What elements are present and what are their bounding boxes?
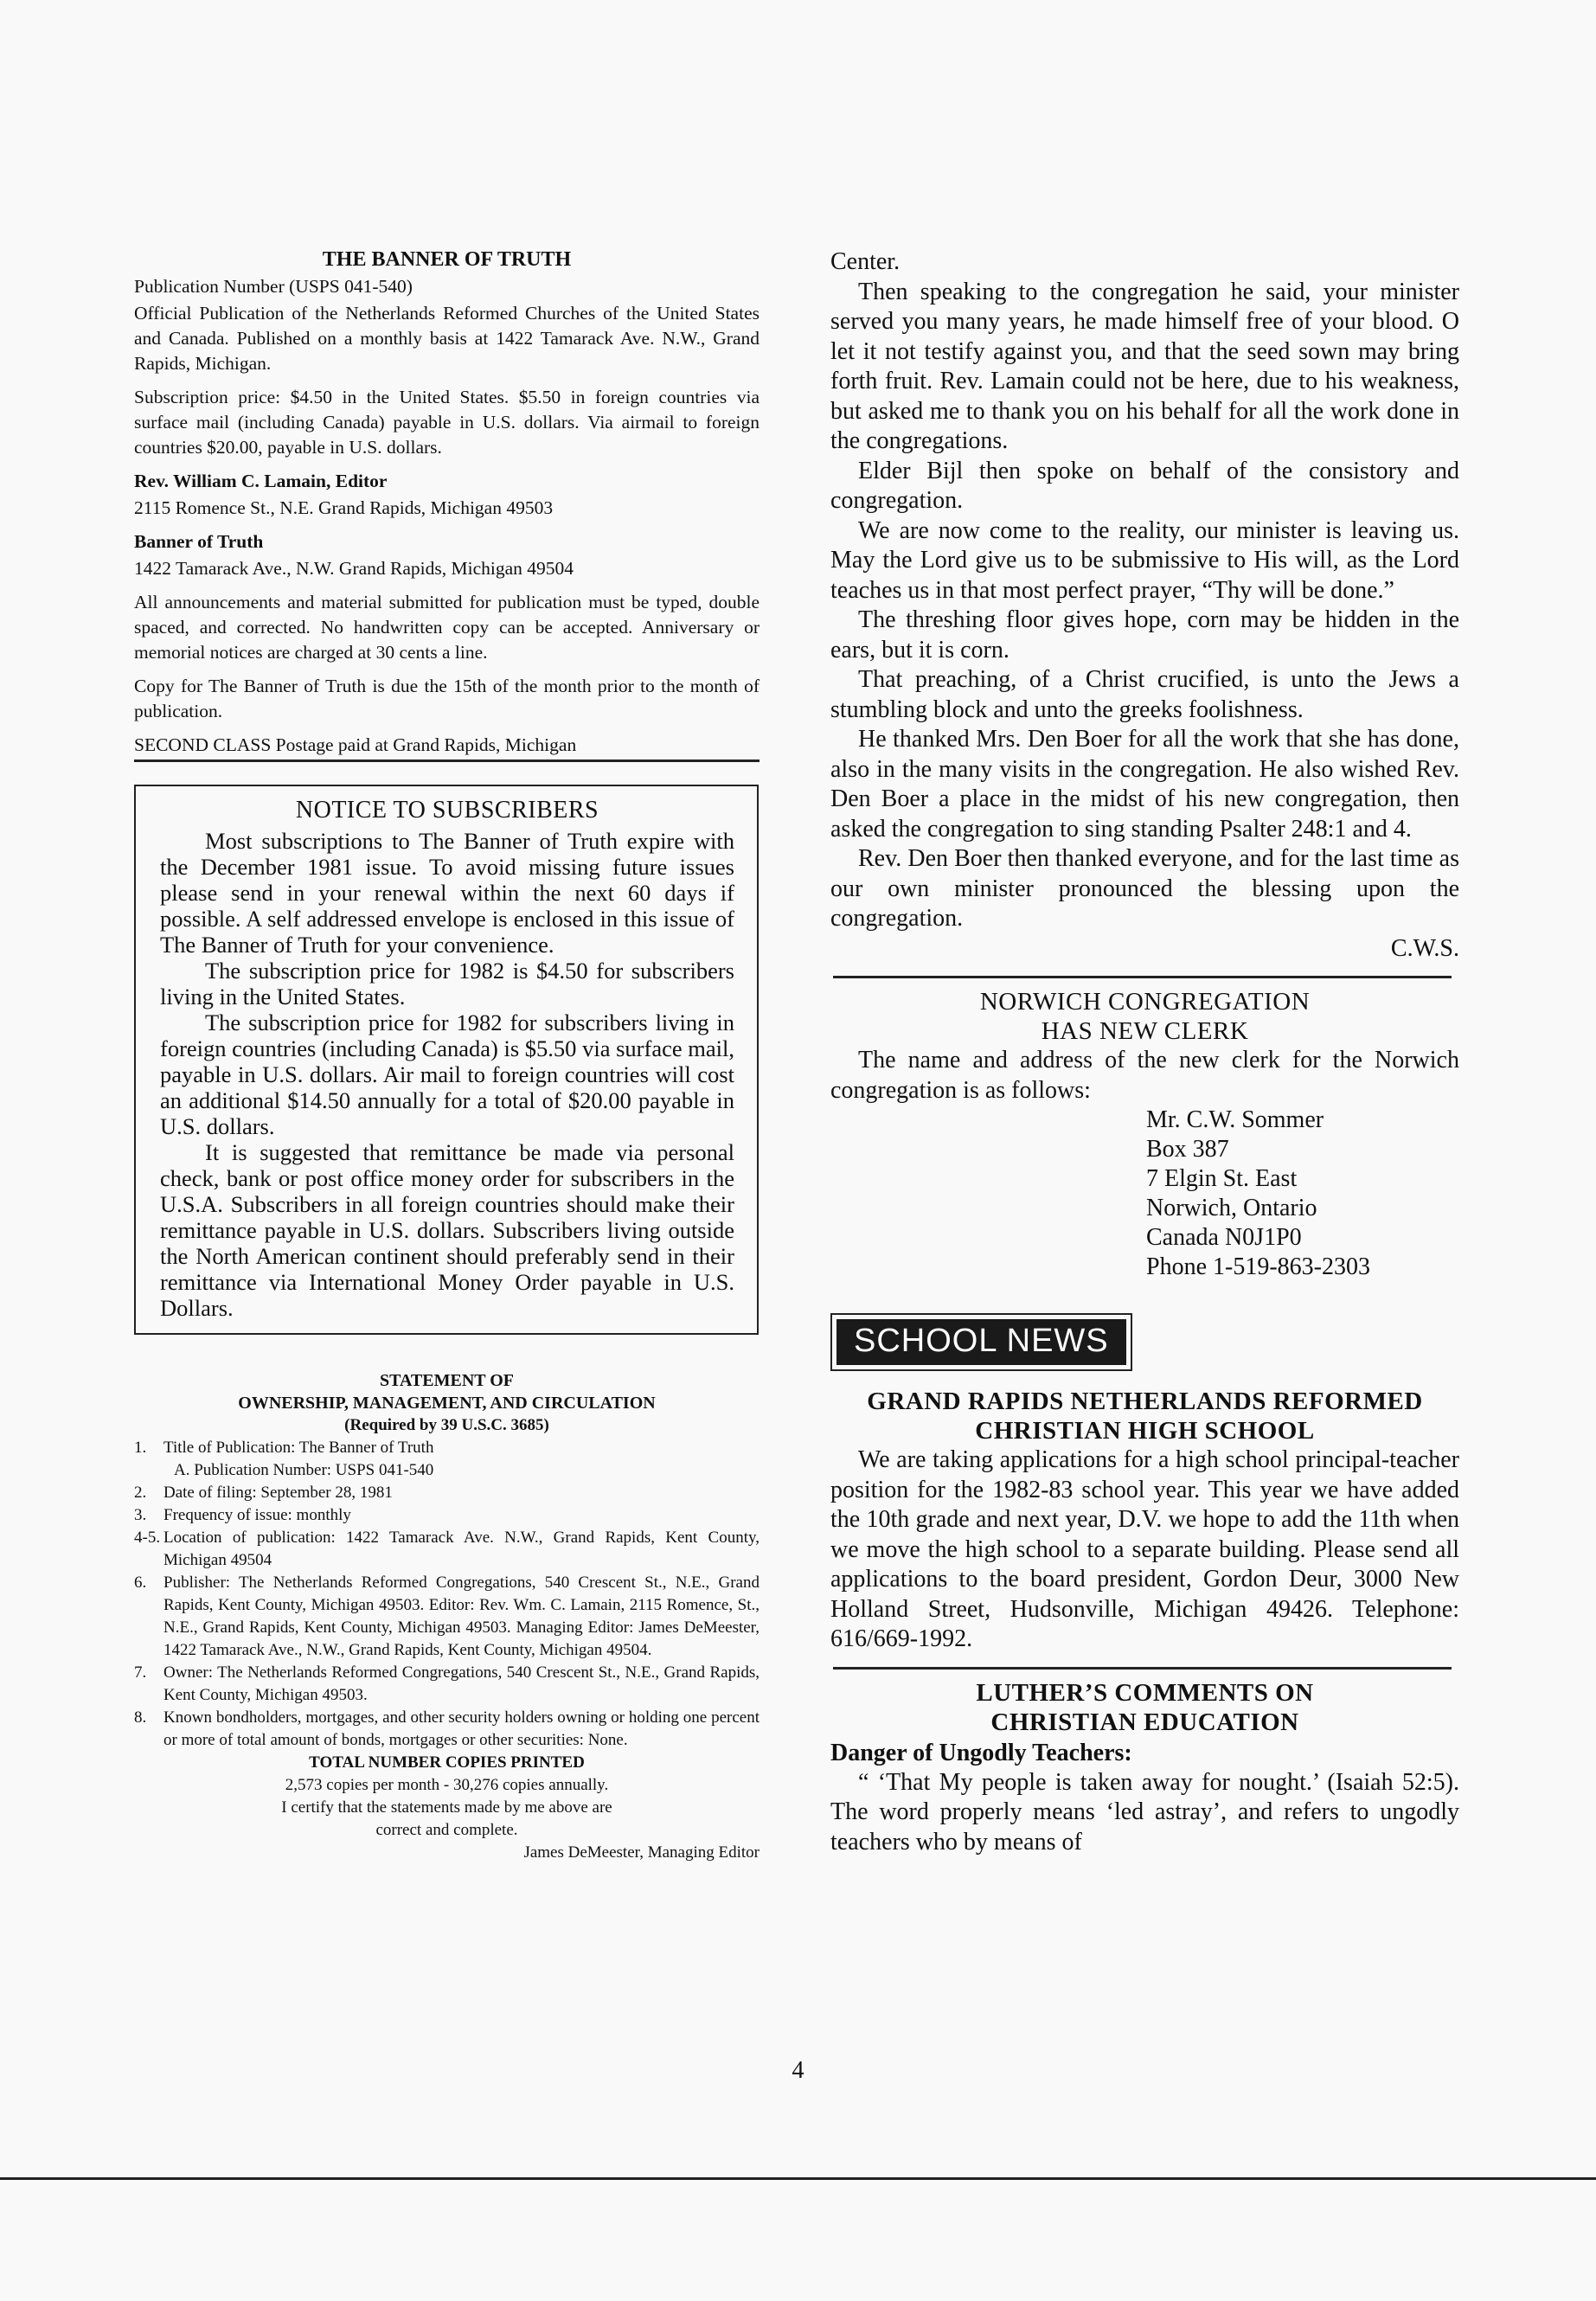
masthead-copy-due: Copy for The Banner of Truth is due the 15th of the month prior to the month of publication. [134,676,760,721]
ownership-statement [134,1369,760,1864]
statement-item-number: 7. [134,1663,147,1682]
masthead [134,247,760,758]
masthead-banner-address: 1422 Tamarack Ave., N.W. Grand Rapids, Michigan 49504 [134,558,574,579]
statement-item-number: 6. [134,1574,147,1592]
statement-total-title: TOTAL NUMBER COPIES PRINTED [309,1753,585,1772]
page-number: 4 [792,2057,804,2084]
statement-item-text: Known bondholders, mortgages, and other security holders owning or holding one percent or more of total amount of bonds, mortgages or other securities: None. [163,1708,760,1749]
statement-item-number: 1. [134,1439,147,1457]
article-paragraph: Then speaking to the congregation he said, your minister served you many years, he made himself free of your blood. O let it not testify against you, and that the seed sown may bring forth fruit. Rev. Lamain could not be here, due to his weakness, but asked me to thank you on his behalf for all the work done in the congregations. [830,278,1459,454]
luther-headline: CHRISTIAN EDUCATION [990,1708,1299,1736]
article-paragraph: Rev. Den Boer then thanked everyone, and for the last time as our own minister pronounced the blessing upon the congregation. [830,845,1459,932]
luther-article [830,1678,1459,1858]
statement-item [134,1437,760,1459]
address-line: Norwich, Ontario [1146,1195,1317,1221]
norwich-headline: HAS NEW CLERK [1041,1017,1249,1045]
statement-title: OWNERSHIP, MANAGEMENT, AND CIRCULATION [238,1394,656,1413]
statement-copies: 2,573 copies per month - 30,276 copies annually. [285,1776,609,1794]
statement-signer: James DeMeester, Managing Editor [523,1843,760,1862]
luther-headline: LUTHER’S COMMENTS ON [976,1678,1314,1707]
notice-paragraph: Most subscriptions to The Banner of Truth expire with the December 1981 issue. To avoid missing future issues please send in your renewal within the next 60 days if possible. A self addressed envelope is enclosed in this issue of The Banner of Truth for your convenience. [160,828,734,958]
statement-certify: I certify that the statements made by me above are [281,1798,612,1817]
statement-item [134,1707,760,1752]
grand-rapids-headline: GRAND RAPIDS NETHERLANDS REFORMED [867,1388,1423,1415]
statement-item-number: 2. [134,1484,147,1502]
norwich-article [830,987,1459,1282]
grand-rapids-headline: CHRISTIAN HIGH SCHOOL [975,1417,1315,1445]
statement-item [134,1459,760,1482]
article-paragraph: He thanked Mrs. Den Boer for all the work that she has done, also in the many visits in the congregation. He also wished Rev. Den Boer a place in the midst of his new congregation, then asked the congregation to sing standing Psalter 248:1 and 4. [830,726,1459,843]
statement-item-text: A. Publication Number: USPS 041-540 [174,1461,434,1479]
masthead-announcements: All announcements and material submitted for publication must be typed, double spaced, and corrected. No handwritten copy can be accepted. Anniversary or memorial notices are charged at 30 cents a line. [134,592,760,663]
statement-item-text: Title of Publication: The Banner of Truth [163,1439,434,1457]
norwich-headline: NORWICH CONGREGATION [979,988,1311,1016]
statement-item-number: 3. [134,1506,147,1524]
statement-title: STATEMENT OF [379,1371,515,1390]
address-line: Phone 1-519-863-2303 [1146,1253,1370,1280]
clerk-address [1146,1106,1459,1282]
norwich-intro: The name and address of the new clerk for the Norwich congregation is as follows: [830,1047,1459,1104]
statement-item [134,1504,760,1527]
article-signature: C.W.S. [1390,934,1459,962]
notice-title: NOTICE TO SUBSCRIBERS [295,797,599,824]
notice-box [134,785,759,1335]
statement-certify: correct and complete. [375,1821,518,1839]
masthead-pub-number: Publication Number (USPS 041-540) [134,276,413,297]
statement-subtitle: (Required by 39 U.S.C. 3685) [344,1416,549,1434]
address-line: 7 Elgin St. East [1146,1165,1298,1192]
section-divider [833,976,1452,978]
masthead-official: Official Publication of the Netherlands Reformed Churches of the United States and Canada. Published on a monthly basis at 1422 Tamarack Ave. N.W., Grand Rapids, Michigan. [134,303,760,374]
notice-paragraph: It is suggested that remittance be made via personal check, bank or post office money order for subscribers in the U.S.A. Subscribers in all foreign countries should make their remittance payable in U.S. dollars. Subscribers living outside the North American continent should preferably send in their remittance via International Money Order payable in U.S. Dollars. [160,1139,734,1321]
left-column [134,247,760,1864]
statement-item-number: 4-5. [134,1529,161,1547]
statement-item [134,1662,760,1707]
masthead-title: THE BANNER OF TRUTH [322,248,572,271]
statement-item-text: Location of publication: 1422 Tamarack Ave. N.W., Grand Rapids, Kent County, Michigan 49504 [163,1529,760,1569]
statement-item-text: Frequency of issue: monthly [163,1506,351,1524]
school-news-label: SCHOOL NEWS [836,1319,1126,1365]
farewell-article [830,247,1459,964]
statement-item-text: Date of filing: September 28, 1981 [163,1484,393,1502]
statement-list [134,1437,760,1752]
statement-item-text: Publisher: The Netherlands Reformed Congregations, 540 Crescent St., N.E., Grand Rapids, Kent County, Michigan 49503. Editor: Rev. Wm. C. Lamain, 2115 Romence, St., N.E., Grand Rapids, Kent County, Michigan 49503. Managing Editor: James DeMeester, 1422 Tamarack Ave., N.W., Grand Rapids, Kent County, Michigan 49504. [163,1574,760,1659]
masthead-editor-name: Rev. William C. Lamain, Editor [134,471,388,491]
page-bottom-rule [0,2177,1596,2180]
luther-text: “ ‘That My people is taken away for nought.’ (Isaiah 52:5). The word properly means ‘led astray’, and refers to ungodly teachers who by means of [830,1768,1459,1856]
statement-item [134,1482,760,1504]
notice-paragraph: The subscription price for 1982 for subscribers living in foreign countries (including Canada) is $5.50 via surface mail, payable in U.S. dollars. Air mail to foreign countries will cost an additional $14.50 annually for a total of $20.00 payable in U.S. dollars. [160,1009,734,1139]
luther-subhead: Danger of Ungodly Teachers: [830,1739,1132,1766]
statement-item [134,1527,760,1572]
grand-rapids-text: We are taking applications for a high school principal-teacher position for the 1982-83 school year. This year we have added the 10th grade and next year, D.V. we hope to add the 11th when we move the high school to a separate building. Please send all applications to the board president, Gordon Deur, 3000 New Holland Street, Hudsonville, Michigan 49426. Telephone: 616/669-1992. [830,1446,1459,1652]
section-divider [833,1667,1452,1670]
grand-rapids-article [830,1387,1459,1655]
masthead-postage: SECOND CLASS Postage paid at Grand Rapids, Michigan [134,734,577,755]
article-paragraph: The threshing floor gives hope, corn may be hidden in the ears, but it is corn. [830,606,1459,663]
article-paragraph: That preaching, of a Christ crucified, is unto the Jews a stumbling block and unto the greeks foolishness. [830,666,1459,723]
notice-paragraph: The subscription price for 1982 is $4.50 for subscribers living in the United States. [160,958,734,1009]
right-column [830,247,1459,1857]
address-line: Mr. C.W. Sommer [1146,1106,1324,1133]
statement-item-number: 8. [134,1708,147,1727]
article-paragraph: Center. [830,248,901,275]
statement-item-text: Owner: The Netherlands Reformed Congregations, 540 Crescent St., N.E., Grand Rapids, Kent County, Michigan 49503. [163,1663,760,1704]
masthead-divider [134,760,760,762]
masthead-editor-address: 2115 Romence St., N.E. Grand Rapids, Michigan 49503 [134,497,554,518]
masthead-banner-name: Banner of Truth [134,531,264,552]
address-line: Canada N0J1P0 [1146,1224,1302,1251]
statement-item [134,1572,760,1662]
article-paragraph: We are now come to the reality, our minister is leaving us. May the Lord give us to be submissive to His will, as the Lord teaches us in that most perfect prayer, “Thy will be done.” [830,516,1459,604]
article-paragraph: Elder Bijl then spoke on behalf of the consistory and congregation. [830,457,1459,514]
address-line: Box 387 [1146,1136,1229,1163]
school-news-banner [830,1313,1132,1371]
masthead-subscription: Subscription price: $4.50 in the United States. $5.50 in foreign countries via surface mail (including Canada) payable in U.S. dollars. Via airmail to foreign countries $20.00, payable in U.S. dollars. [134,387,760,458]
